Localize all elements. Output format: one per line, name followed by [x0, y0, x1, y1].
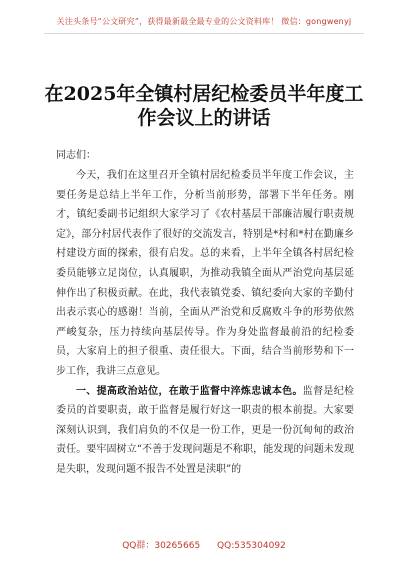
top-banner: [0, 16, 408, 27]
section-1-text: 监督是纪检委员的首要职责，敢于监督是履行好这一职责的根本前提。大家要深刻认识到，我们肩负的不仅是一份工作，更是一份沉甸甸的政治责任。要牢固树立“不善于发现问题是不称职，能发现的问题未发现是失职，发现问题不报告不处置是渎职”的: [56, 385, 355, 475]
section-heading-1: 一、提高政治站位，在敢于监督中淬炼忠诚本色。: [76, 385, 303, 397]
footer-qq-group: QQ群：30265665: [122, 541, 201, 551]
paragraph-section-1: [56, 382, 354, 480]
paragraph-intro: 今天，我们在这里召开全镇村居纪检委员半年度工作会议，主要任务是总结上半年工作，分析当前形势，部署下半年任务。刚才，镇纪委副书记组织大家学习了《农村基层干部廉洁履行职责规定》，部分村居代表作了很好的交流发言，特别是*村和*村在勤廉乡村建设方面的探索，很有启发。总的来看，上半年全镇各村居纪检委员能够立足岗位，认真履职，为推动我镇全面从严治党向基层延伸作出了积极贡献。在此，我代表镇党委、镇纪委向大家的辛勤付出表示衷心的感谢！当前，全面从严治党和反腐败斗争的形势依然严峻复杂，压力持续向基层传导。作为身处监督最前沿的纪检委员，大家肩上的担子很重、责任很大。下面，结合当前形势和下一步工作，我讲三点意见。: [56, 170, 354, 377]
salutation: 同志们：: [56, 150, 96, 161]
banner-text: 关注头条号“公文研究”，获得最新最全最专业的公文资料库！ 微信：gongwenyj: [56, 17, 352, 26]
banner-divider: [44, 33, 364, 34]
footer-qq: QQ:535304092: [217, 541, 286, 551]
document-body: [56, 166, 354, 480]
footer-contact: [0, 538, 408, 551]
document-title: 在2025年全镇村居纪检委员半年度工作会议上的讲话: [44, 83, 364, 129]
